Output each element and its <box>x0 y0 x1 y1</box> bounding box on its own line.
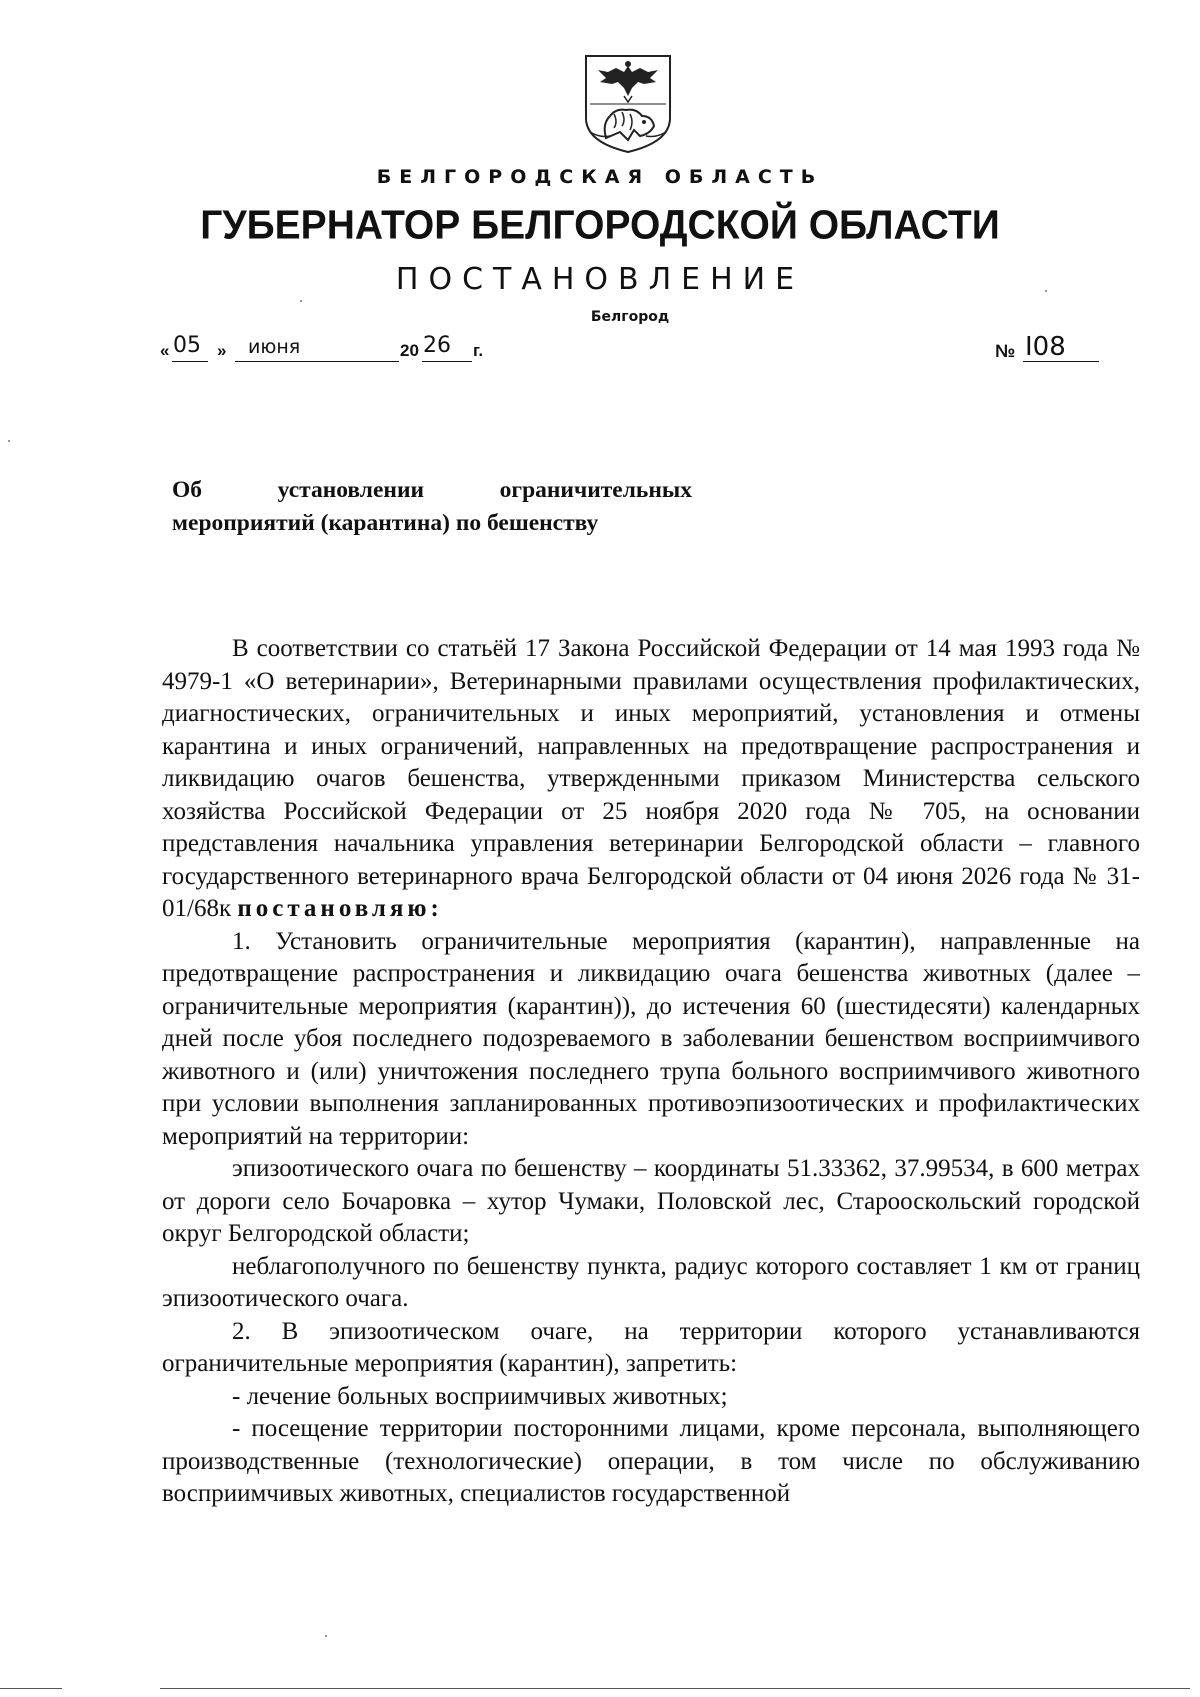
year-prefix: 20 <box>400 341 419 360</box>
document-title <box>172 474 692 540</box>
title-line-1: Об установлении ограничительных <box>172 477 692 503</box>
scan-edge-line <box>0 1688 62 1689</box>
preamble-paragraph <box>162 633 1140 926</box>
coat-of-arms-icon <box>580 52 676 156</box>
quote-open: « <box>160 341 170 360</box>
item-2-ban-visits: - посещение территории посторонними лицами, кроме персонала, выполняющего производственные (технологические) операции, в том числе по обслуживанию восприимчивых животных, специалистов государственной <box>162 1415 1140 1507</box>
date-month: июня <box>248 336 301 358</box>
date-day: 05 <box>173 333 201 358</box>
number-value: I08 <box>1025 332 1066 362</box>
date-line <box>160 332 490 362</box>
year-mark: г. <box>473 341 484 360</box>
month-underline <box>235 361 399 362</box>
preamble-text: В соответствии со статьёй 17 Закона Российской Федерации от 14 мая 1993 года № 4979-1 «О ветеринарии», Ветеринарными правилами осуществления профилактических, диагностических, ограничительных и иных мероприятий, установления и отмены карантина и иных ограничений, направленных на предотвращение распространения и ликвидацию очагов бешенства, утвержденными приказом Министерства сельского хозяйства Российской Федерации от 25 ноября 2020 года № 705, на основании представления начальника управления ветеринарии Белгородской области – главного государственного ветеринарного врача Белгородской области от 04 июня 2026 года № 31-01/68к <box>162 635 1140 922</box>
day-underline <box>172 361 208 362</box>
item-1-focus: эпизоотического очага по бешенству – координаты 51.33362, 37.99534, в 600 метрах от дороги село Бочаровка – хутор Чумаки, Половской лес, Старооскольский городской округ Белгородской области; <box>162 1155 1140 1247</box>
number-mark: № <box>995 341 1016 361</box>
quote-close: » <box>217 341 227 360</box>
decree-word: постановляю: <box>237 895 443 922</box>
scan-speck <box>300 300 302 302</box>
region-heading: БЕЛГОРОДСКАЯ ОБЛАСТЬ <box>376 166 824 188</box>
item-1: 1. Установить ограничительные мероприятия (карантин), направленные на предотвращение распространения и ликвидацию очага бешенства животных (далее – ограничительные мероприятия (карантин)), до истечения 60 (шестидесяти) календарных дней после убоя последнего подозреваемого в заболевании бешенством восприимчивого животного и (или) уничтожения последнего трупа больного восприимчивого животного при условии выполнения запланированных противоэпизоотических и профилактических мероприятий на территории: <box>162 927 1140 1150</box>
year-underline <box>422 361 472 362</box>
scan-speck <box>8 440 10 442</box>
decree-number <box>995 332 1105 362</box>
scan-speck <box>1045 290 1047 292</box>
number-underline <box>1023 361 1099 362</box>
scan-speck <box>325 1635 327 1637</box>
document-type-heading: ПОСТАНОВЛЕНИЕ <box>395 262 805 297</box>
title-line-2: мероприятий (карантина) по бешенству <box>172 510 599 536</box>
date-year: 26 <box>423 333 451 358</box>
scan-footer-line <box>160 1688 1190 1689</box>
document-body <box>162 633 1140 1511</box>
governor-heading: ГУБЕРНАТОР БЕЛГОРОДСКОЙ ОБЛАСТИ <box>200 202 1000 249</box>
item-2-ban-treatment: - лечение больных восприимчивых животных; <box>232 1382 728 1410</box>
item-1-point: неблагополучного по бешенству пункта, радиус которого составляет 1 км от границ эпизоотического очага. <box>162 1252 1140 1312</box>
city-label: Белгород <box>590 309 670 325</box>
item-2: 2. В эпизоотическом очаге, на территории которого устанавливаются ограничительные мероприятия (карантин), запретить: <box>162 1317 1140 1377</box>
